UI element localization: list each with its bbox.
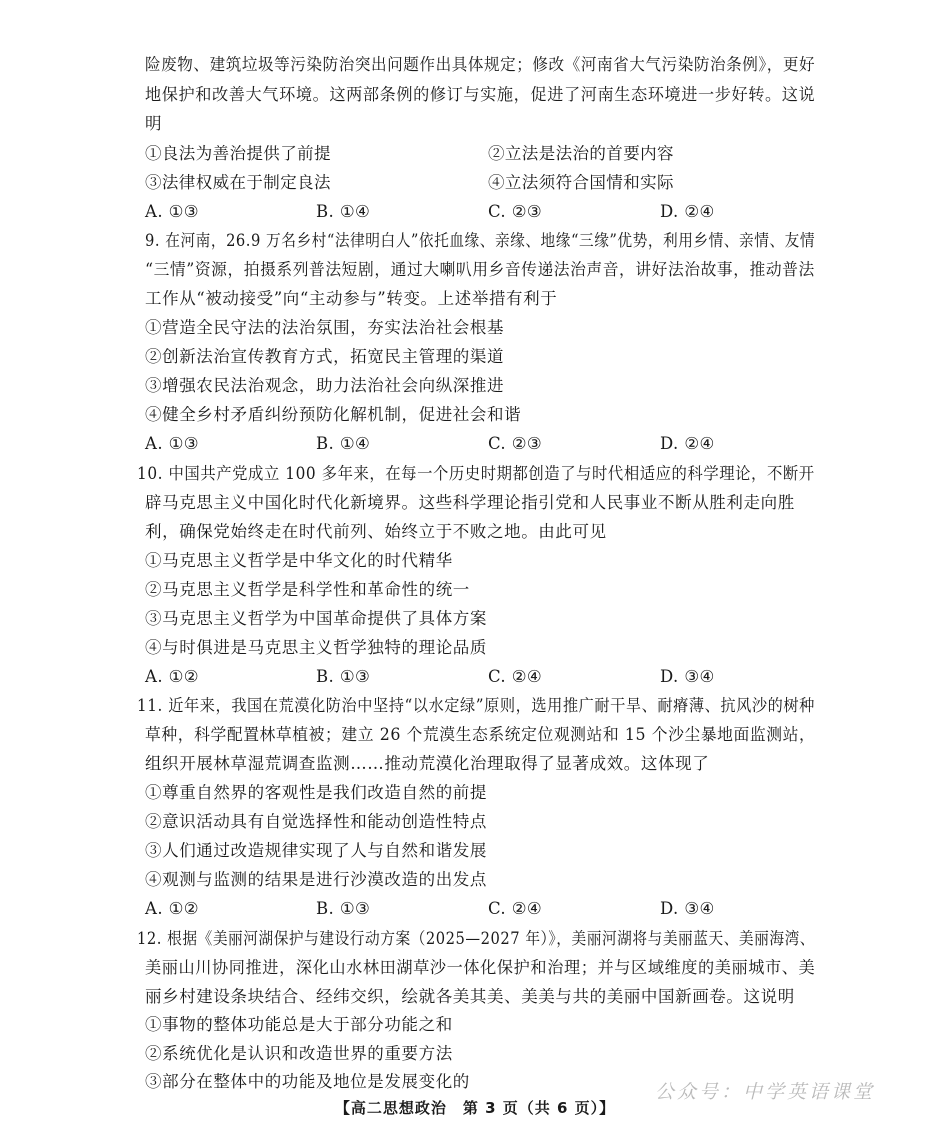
choice-c: C. ②③ xyxy=(488,434,543,453)
text-line: 工作从“被动接受”向“主动参与”转变。上述举措有利于 xyxy=(145,289,558,308)
statement: ①尊重自然界的客观性是我们改造自然的前提 xyxy=(145,783,487,802)
statement: ③法律权威在于制定良法 xyxy=(145,173,331,192)
choice-d: D. ③④ xyxy=(660,667,715,686)
question-9-stem: 9. 在河南，26.9 万名乡村“法律明白人”依托血缘、亲缘、地缘“三缘”优势，利用乡情、亲情、友情 xyxy=(145,231,816,250)
statement: ②意识活动具有自觉选择性和能动创造性特点 xyxy=(145,812,487,831)
statement: ①事物的整体功能总是大于部分功能之和 xyxy=(145,1015,453,1034)
statement: ②马克思主义哲学是科学性和革命性的统一 xyxy=(145,580,470,599)
statement: ②创新法治宣传教育方式，拓宽民主管理的渠道 xyxy=(145,347,505,366)
choice-a: A. ①③ xyxy=(145,434,199,453)
choice-d: D. ③④ xyxy=(660,899,715,918)
statement: ③人们通过改造规律实现了人与自然和谐发展 xyxy=(145,841,487,860)
choice-d: D. ②④ xyxy=(660,202,715,221)
page-footer: 【高二思想政治 第 3 页（共 6 页）】 xyxy=(334,1099,616,1117)
text-line: “三情”资源，拍摄系列普法短剧，通过大喇叭用乡音传递法治声音，讲好法治故事，推动普法 xyxy=(145,260,815,279)
statement: ④观测与监测的结果是进行沙漠改造的出发点 xyxy=(145,870,487,889)
watermark: 公众号：中学英语课堂 xyxy=(655,1081,876,1103)
statement: ①良法为善治提供了前提 xyxy=(145,144,331,163)
text-line: 利，确保党始终走在时代前列、始终立于不败之地。由此可见 xyxy=(145,522,607,541)
choice-d: D. ②④ xyxy=(660,434,715,453)
choice-a: A. ①② xyxy=(145,667,199,686)
choice-b: B. ①④ xyxy=(316,202,371,221)
statement: ①马克思主义哲学是中华文化的时代精华 xyxy=(145,551,453,570)
statement: ②系统优化是认识和改造世界的重要方法 xyxy=(145,1044,453,1063)
statement: ③增强农民法治观念，助力法治社会向纵深推进 xyxy=(145,376,505,395)
text-line: 地保护和改善大气环境。这两部条例的修订与实施，促进了河南生态环境进一步好转。这说 xyxy=(145,85,816,104)
text-line: 草种，科学配置林草植被；建立 26 个荒漠生态系统定位观测站和 15 个沙尘暴地面监测站， xyxy=(145,725,816,744)
choice-b: B. ①③ xyxy=(316,667,371,686)
statement: ④立法须符合国情和实际 xyxy=(488,173,674,192)
text-line: 美丽山川协同推进，深化山水林田湖草沙一体化保护和治理；并与区域维度的美丽城市、美 xyxy=(145,958,816,977)
text-line: 组织开展林草湿荒调查监测……推动荒漠化治理取得了显著成效。这体现了 xyxy=(145,754,710,773)
choice-c: C. ②③ xyxy=(488,202,543,221)
statement: ③马克思主义哲学为中国革命提供了具体方案 xyxy=(145,609,487,628)
choice-b: B. ①③ xyxy=(316,899,371,918)
question-11-stem: 11. 近年来，我国在荒漠化防治中坚持“以水定绿”原则，选用推广耐干旱、耐瘠薄、抗风沙的树种 xyxy=(137,696,815,715)
choice-a: A. ①③ xyxy=(145,202,199,221)
question-12-stem: 12. 根据《美丽河湖保护与建设行动方案（2025—2027 年）》，美丽河湖将与美丽蓝天、美丽海湾、 xyxy=(137,929,816,948)
choice-c: C. ②④ xyxy=(488,667,543,686)
statement: ④健全乡村矛盾纠纷预防化解机制，促进社会和谐 xyxy=(145,405,522,424)
text-line: 丽乡村建设条块结合、经纬交织，绘就各美其美、美美与共的美丽中国新画卷。这说明 xyxy=(145,987,795,1006)
question-10-stem: 10. 中国共产党成立 100 多年来，在每一个历史时期都创造了与时代相适应的科学理论，不断开 xyxy=(137,464,815,483)
text-line: 明 xyxy=(145,114,163,133)
statement: ①营造全民守法的法治氛围，夯实法治社会根基 xyxy=(145,318,505,337)
choice-b: B. ①④ xyxy=(316,434,371,453)
statement: ②立法是法治的首要内容 xyxy=(488,144,674,163)
choice-a: A. ①② xyxy=(145,899,199,918)
statement: ④与时俱进是马克思主义哲学独特的理论品质 xyxy=(145,638,487,657)
statement: ③部分在整体中的功能及地位是发展变化的 xyxy=(145,1072,470,1091)
choice-c: C. ②④ xyxy=(488,899,543,918)
text-line: 险废物、建筑垃圾等污染防治突出问题作出具体规定；修改《河南省大气污染防治条例》，更好 xyxy=(145,55,816,74)
text-line: 辟马克思主义中国化时代化新境界。这些科学理论指引党和人民事业不断从胜利走向胜 xyxy=(145,493,795,512)
